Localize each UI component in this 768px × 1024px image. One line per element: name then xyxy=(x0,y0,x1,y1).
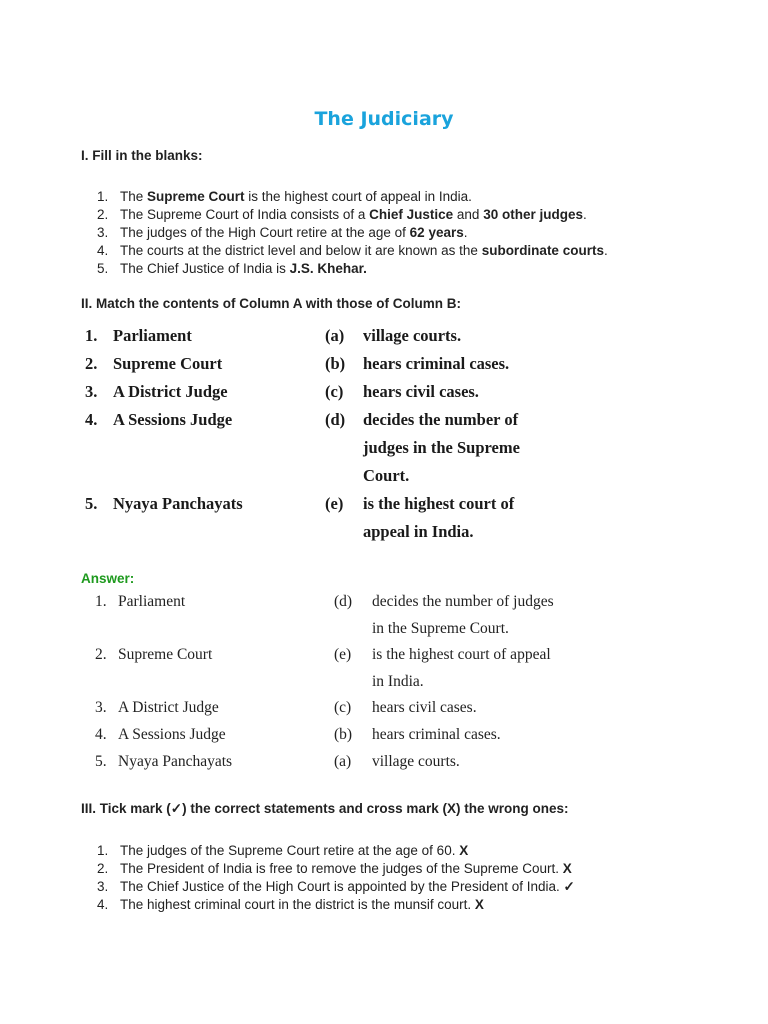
column-b-letter: (e) xyxy=(325,494,344,513)
row-number: 2. xyxy=(95,646,107,663)
item-number: 1. xyxy=(97,189,109,204)
list-item xyxy=(97,896,575,914)
item-number: 2. xyxy=(97,861,109,876)
column-a-item: A Sessions Judge xyxy=(113,410,233,429)
item-text: . xyxy=(603,243,608,258)
list-item xyxy=(97,878,575,896)
item-number: 3. xyxy=(97,225,109,240)
list-item xyxy=(97,842,575,860)
item-number: 4. xyxy=(97,897,109,912)
column-a-item: Parliament xyxy=(118,593,186,610)
row-number: 2. xyxy=(85,354,98,373)
column-b-item: village courts. xyxy=(363,326,462,345)
row-number: 3. xyxy=(95,699,107,716)
column-b-letter: (c) xyxy=(334,699,352,716)
column-a-item: A District Judge xyxy=(113,382,228,401)
column-b-letter: (b) xyxy=(334,726,353,743)
row-number: 4. xyxy=(85,410,98,429)
page-title: The Judiciary xyxy=(314,108,454,130)
item-number: 3. xyxy=(97,879,109,894)
column-b-item: is the highest court of appeal xyxy=(372,646,551,663)
column-b-item: hears criminal cases. xyxy=(363,354,510,373)
column-a-item: Parliament xyxy=(113,326,192,345)
statement-text: The Chief Justice of the High Court is appointed by the President of India. xyxy=(120,879,560,894)
item-text: and xyxy=(453,207,484,222)
answer-mark: ✓ xyxy=(563,879,575,894)
answer-mark: X xyxy=(459,843,469,858)
row-number: 3. xyxy=(85,382,98,401)
column-b-item: village courts. xyxy=(372,753,460,770)
section-1-heading: I. Fill in the blanks: xyxy=(81,148,203,163)
item-number: 2. xyxy=(97,207,109,222)
item-text: The xyxy=(120,189,148,204)
column-a-item: Supreme Court xyxy=(113,354,223,373)
row-number: 5. xyxy=(85,494,98,513)
column-b-item: Court. xyxy=(363,466,410,485)
column-b-item: decides the number of judges xyxy=(372,593,554,610)
column-b-item: appeal in India. xyxy=(363,522,474,541)
list-item xyxy=(97,224,608,242)
row-number: 4. xyxy=(95,726,107,743)
column-b-letter: (a) xyxy=(325,326,345,345)
item-text: . xyxy=(582,207,587,222)
row-number: 5. xyxy=(95,753,107,770)
column-b-item: in India. xyxy=(372,673,424,690)
row-number: 1. xyxy=(95,593,107,610)
answer-text: subordinate courts xyxy=(481,243,604,258)
item-number: 5. xyxy=(97,261,109,276)
column-a-item: A Sessions Judge xyxy=(118,726,226,743)
column-b-item: hears criminal cases. xyxy=(372,726,501,743)
column-a-item: A District Judge xyxy=(118,699,219,716)
column-a-item: Supreme Court xyxy=(118,646,213,663)
answer-text: Chief Justice xyxy=(369,207,454,222)
item-number: 1. xyxy=(97,843,109,858)
list-item xyxy=(97,260,608,278)
column-b-letter: (d) xyxy=(334,593,353,610)
section-3-heading: III. Tick mark (✓) the correct statements and cross mark (X) the wrong ones: xyxy=(81,801,569,816)
fill-blanks-list xyxy=(97,188,608,278)
item-text: The Chief Justice of India is xyxy=(120,261,290,276)
list-item xyxy=(97,206,608,224)
list-item xyxy=(97,860,575,878)
column-a-item: Nyaya Panchayats xyxy=(113,494,243,513)
item-text: . xyxy=(463,225,468,240)
column-b-item: hears civil cases. xyxy=(363,382,479,401)
tick-cross-list xyxy=(97,842,575,914)
column-b-item: is the highest court of xyxy=(363,494,515,513)
item-text: is the highest court of appeal in India. xyxy=(244,189,472,204)
column-b-letter: (b) xyxy=(325,354,346,373)
column-a-item: Nyaya Panchayats xyxy=(118,753,233,770)
statement-text: The President of India is free to remove the judges of the Supreme Court. xyxy=(120,861,559,876)
row-number: 1. xyxy=(85,326,98,345)
answer-mark: X xyxy=(562,861,572,876)
answer-mark: X xyxy=(474,897,484,912)
column-b-letter: (d) xyxy=(325,410,346,429)
section-2-heading: II. Match the contents of Column A with those of Column B: xyxy=(81,296,461,311)
answer-text: 62 years xyxy=(409,225,464,240)
item-number: 4. xyxy=(97,243,109,258)
item-text: The judges of the High Court retire at the age of xyxy=(120,225,410,240)
column-b-item: judges in the Supreme xyxy=(363,438,520,457)
column-b-letter: (a) xyxy=(334,753,352,770)
item-text: The courts at the district level and below it are known as the xyxy=(120,243,482,258)
answer-text: Supreme Court xyxy=(147,189,245,204)
column-b-letter: (c) xyxy=(325,382,344,401)
column-b-item: in the Supreme Court. xyxy=(372,620,509,637)
statement-text: The highest criminal court in the district is the munsif court. xyxy=(120,897,472,912)
statement-text: The judges of the Supreme Court retire at the age of 60. xyxy=(120,843,456,858)
column-b-letter: (e) xyxy=(334,646,352,663)
answer-text: 30 other judges xyxy=(483,207,583,222)
list-item xyxy=(97,242,608,260)
list-item xyxy=(97,188,608,206)
answer-label: Answer: xyxy=(81,571,135,586)
column-b-item: hears civil cases. xyxy=(372,699,477,716)
column-b-item: decides the number of xyxy=(363,410,519,429)
item-text: The Supreme Court of India consists of a xyxy=(120,207,370,222)
answer-text: J.S. Khehar. xyxy=(289,261,367,276)
